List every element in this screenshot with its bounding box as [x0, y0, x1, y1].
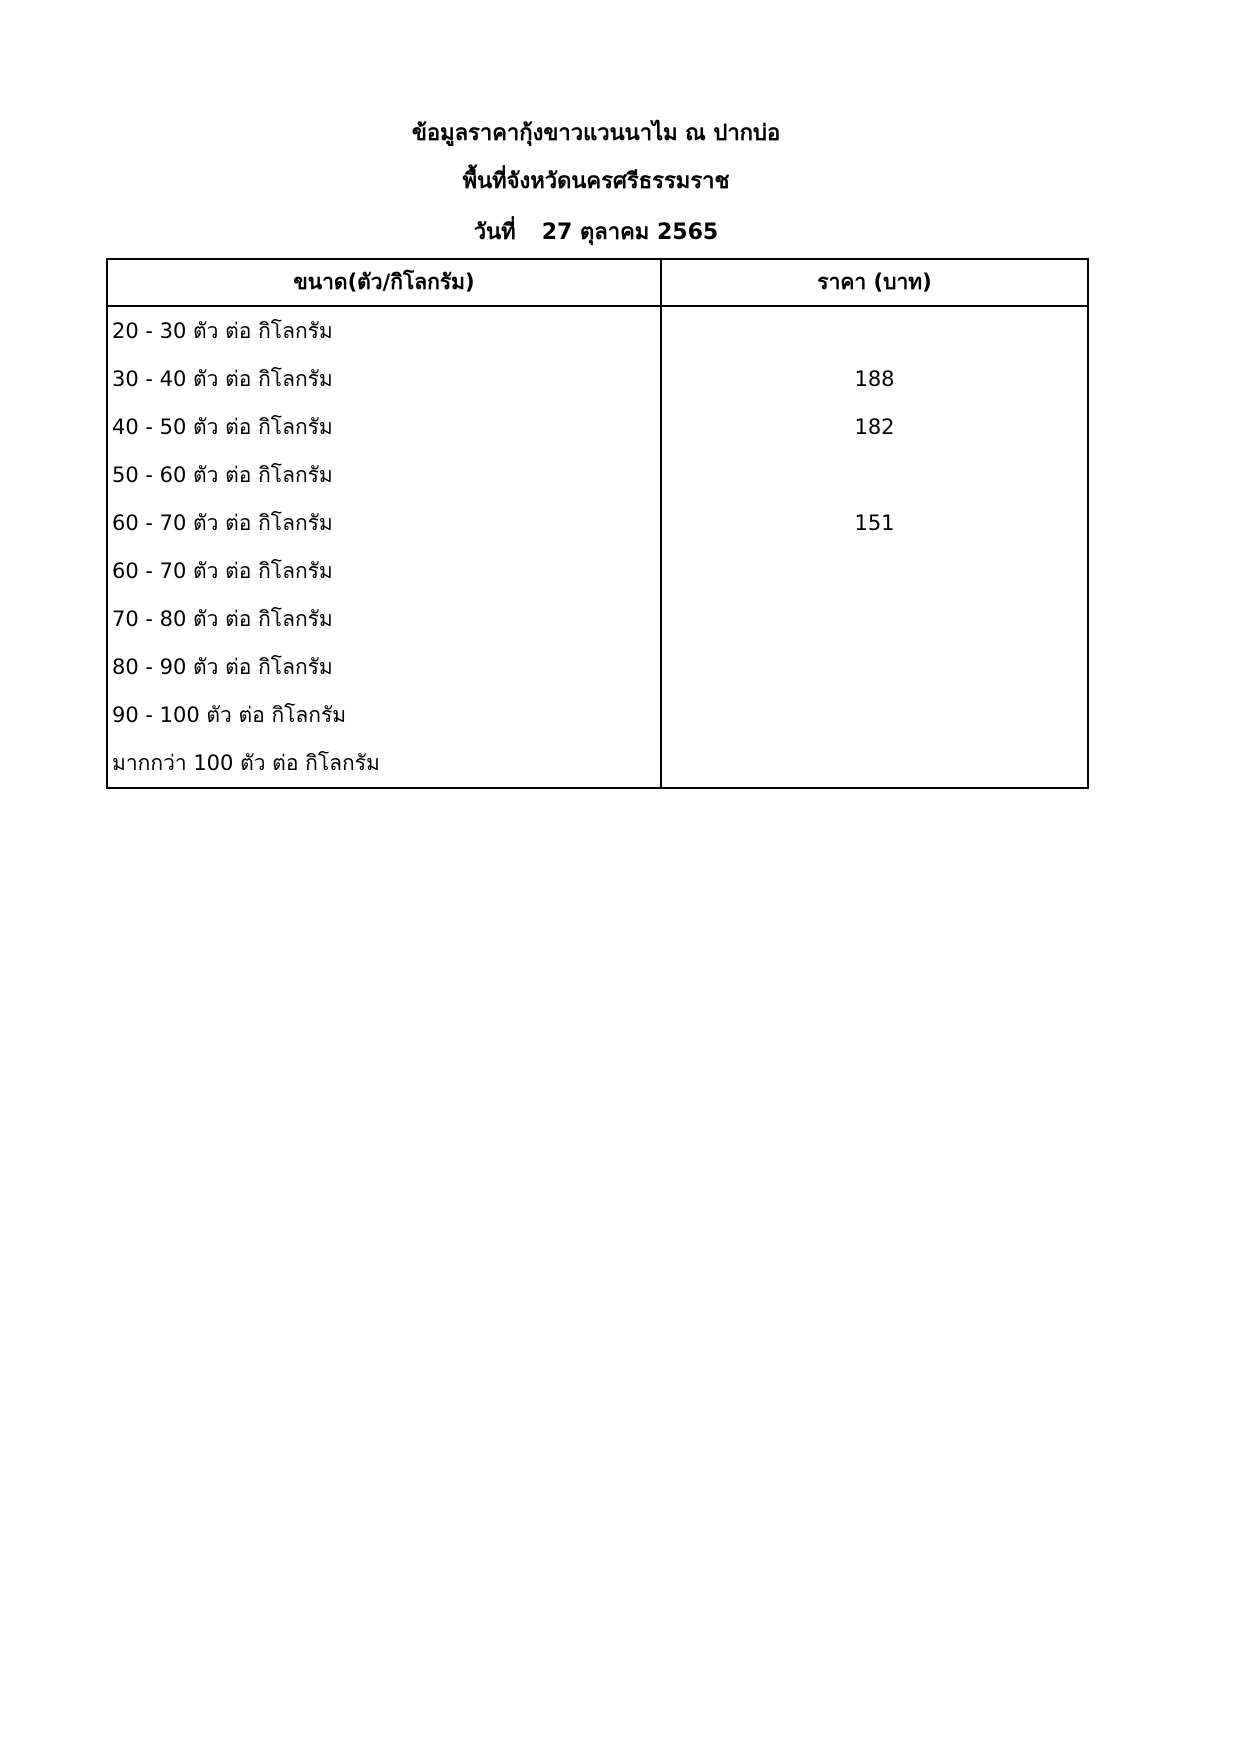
date-label: วันที่	[473, 220, 516, 245]
size-cell: 30 - 40 ตัว ต่อ กิโลกรัม	[107, 355, 661, 403]
header-price: ราคา (บาท)	[661, 259, 1088, 306]
size-cell: 90 - 100 ตัว ต่อ กิโลกรัม	[107, 691, 661, 739]
document-date	[106, 218, 1086, 248]
size-cell: 70 - 80 ตัว ต่อ กิโลกรัม	[107, 595, 661, 643]
table-row	[107, 355, 1088, 403]
size-cell: 60 - 70 ตัว ต่อ กิโลกรัม	[107, 547, 661, 595]
price-table	[106, 258, 1089, 789]
size-cell: 40 - 50 ตัว ต่อ กิโลกรัม	[107, 403, 661, 451]
size-cell: 80 - 90 ตัว ต่อ กิโลกรัม	[107, 643, 661, 691]
document-title: ข้อมูลราคากุ้งขาวแวนนาไม ณ ปากบ่อ	[411, 121, 781, 146]
size-cell: 50 - 60 ตัว ต่อ กิโลกรัม	[107, 451, 661, 499]
price-cell	[661, 306, 1088, 355]
table-row	[107, 499, 1088, 547]
table-header-row	[107, 259, 1088, 306]
date-value: 27 ตุลาคม 2565	[541, 220, 719, 245]
size-cell: 60 - 70 ตัว ต่อ กิโลกรัม	[107, 499, 661, 547]
table-row	[107, 403, 1088, 451]
price-cell	[661, 691, 1088, 739]
price-cell: 151	[661, 499, 1088, 547]
price-cell	[661, 739, 1088, 788]
size-cell: 20 - 30 ตัว ต่อ กิโลกรัม	[107, 306, 661, 355]
price-cell: 182	[661, 403, 1088, 451]
price-cell	[661, 595, 1088, 643]
document-subtitle: พื้นที่จังหวัดนครศรีธรรมราช	[462, 169, 730, 194]
table-row	[107, 547, 1088, 595]
table-row	[107, 643, 1088, 691]
price-cell	[661, 643, 1088, 691]
size-cell: มากกว่า 100 ตัว ต่อ กิโลกรัม	[107, 739, 661, 788]
table-row	[107, 306, 1088, 355]
price-cell	[661, 547, 1088, 595]
table-row	[107, 739, 1088, 788]
price-cell	[661, 451, 1088, 499]
table-row	[107, 451, 1088, 499]
table-row	[107, 691, 1088, 739]
table-row	[107, 595, 1088, 643]
header-size: ขนาด(ตัว/กิโลกรัม)	[107, 259, 661, 306]
price-cell: 188	[661, 355, 1088, 403]
